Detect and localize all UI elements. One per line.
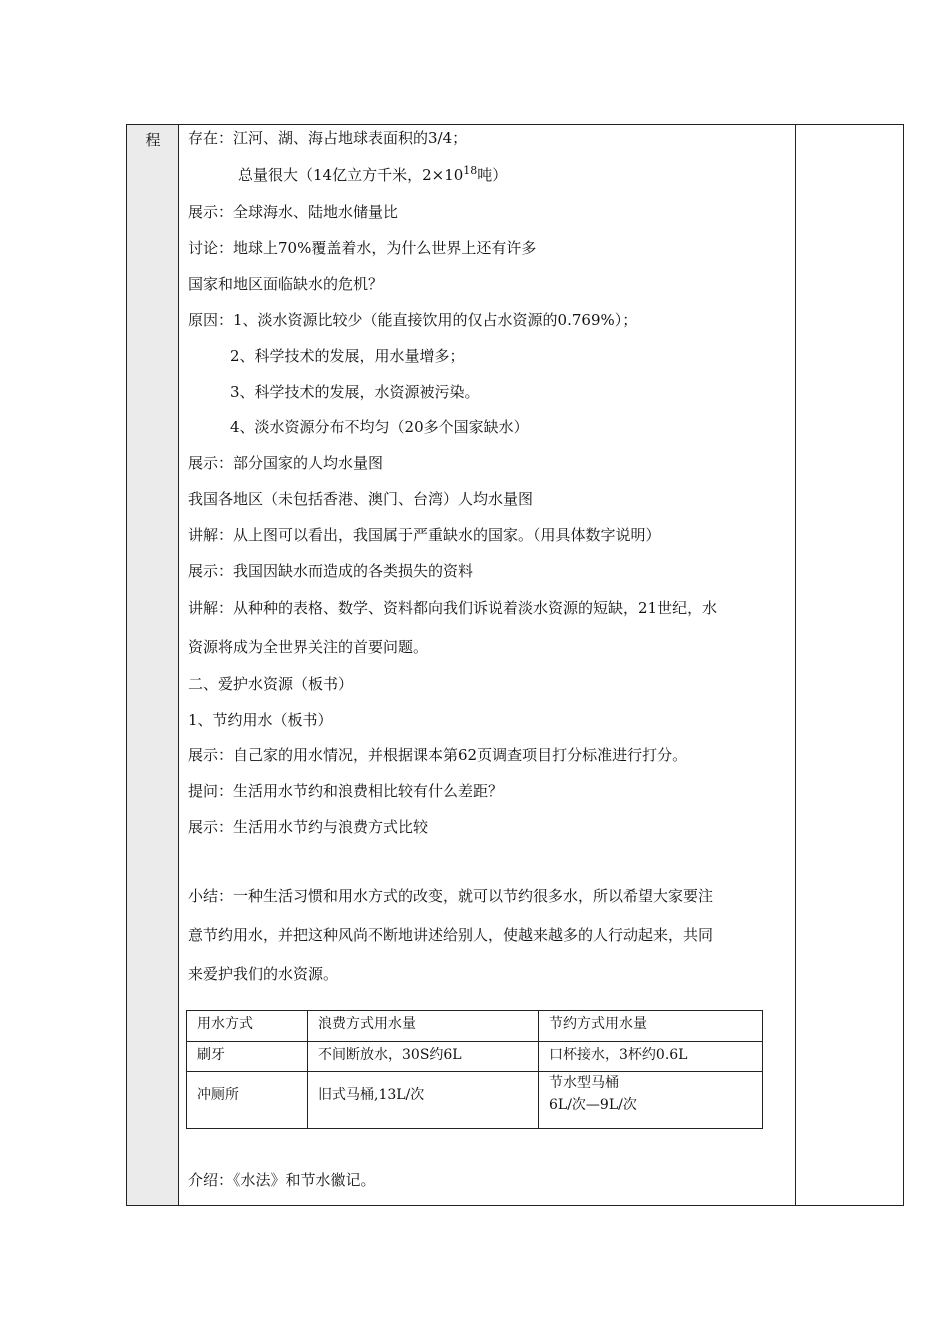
table-cell: 口杯接水，3杯约0.6L <box>539 1042 763 1072</box>
text-line: 提问：生活用水节约和浪费相比较有什么差距？ <box>188 782 504 800</box>
text-line: 展示：全球海水、陆地水储量比 <box>188 203 399 221</box>
text-line: 展示：自己家的用水情况，并根据课本第62页调查项目打分标准进行打分。 <box>188 746 688 764</box>
table-header-row <box>187 1011 763 1042</box>
text-line: 展示：生活用水节约与浪费方式比较 <box>188 818 429 836</box>
table-row <box>187 1042 763 1072</box>
table-header-cell: 用水方式 <box>187 1011 308 1042</box>
text-line: 讲解：从上图可以看出，我国属于严重缺水的国家。（用具体数字说明） <box>188 526 661 544</box>
text-line: 展示：我国因缺水而造成的各类损失的资料 <box>188 562 474 580</box>
text-line: 小结：一种生活习惯和用水方式的改变，就可以节约很多水，所以希望大家要注 <box>188 887 714 905</box>
table-cell: 旧式马桶,13L/次 <box>308 1072 539 1129</box>
text-line: 1、节约用水（板书） <box>188 711 333 729</box>
table-header-cell: 节约方式用水量 <box>539 1011 763 1042</box>
table-cell: 冲厕所 <box>187 1072 308 1129</box>
text-line: 总量很大（14亿立方千米，$2\times 10^{18}$吨） <box>238 164 508 184</box>
text-line: 存在：江河、湖、海占地球表面积的3/4； <box>188 129 468 147</box>
table-cell-line: 节水型马桶 <box>549 1075 619 1091</box>
water-usage-table <box>186 1010 763 1129</box>
table-row <box>187 1072 763 1129</box>
text-line: 讨论：地球上70%覆盖着水，为什么世界上还有许多 <box>188 239 537 257</box>
text-line: 资源将成为全世界关注的首要问题。 <box>188 638 429 656</box>
text-line: 二、爱护水资源（板书） <box>188 675 354 693</box>
text-line: 国家和地区面临缺水的危机？ <box>188 275 384 293</box>
text-line: 3、科学技术的发展，水资源被污染。 <box>230 383 480 401</box>
text-line: 来爱护我们的水资源。 <box>188 965 339 983</box>
right-column-divider <box>795 125 796 1205</box>
text-line: 我国各地区（未包括香港、澳门、台湾）人均水量图 <box>188 490 534 508</box>
table-cell: 不间断放水，30S约6L <box>308 1042 539 1072</box>
text-line: 2、科学技术的发展，用水量增多； <box>230 347 465 365</box>
text-line: 展示：部分国家的人均水量图 <box>188 454 384 472</box>
text-line: 4、淡水资源分布不均匀（20多个国家缺水） <box>230 418 529 436</box>
text-line: 原因：1、淡水资源比较少（能直接饮用的仅占水资源的0.769%）； <box>188 311 638 329</box>
left-label: 程 <box>145 131 161 149</box>
text-line: 讲解：从种种的表格、数学、资料都向我们诉说着淡水资源的短缺，21世纪，水 <box>188 599 718 617</box>
table-cell: 刷牙 <box>187 1042 308 1072</box>
text-line: 介绍：《水法》和节水徽记。 <box>188 1171 376 1189</box>
text-line: 意节约用水，并把这种风尚不断地讲述给别人，使越来越多的人行动起来，共同 <box>188 926 714 944</box>
table-header-cell: 浪费方式用水量 <box>308 1011 539 1042</box>
table-cell-line: 6L/次—9L/次 <box>549 1097 637 1113</box>
table-cell <box>539 1072 763 1129</box>
left-column <box>127 125 179 1205</box>
